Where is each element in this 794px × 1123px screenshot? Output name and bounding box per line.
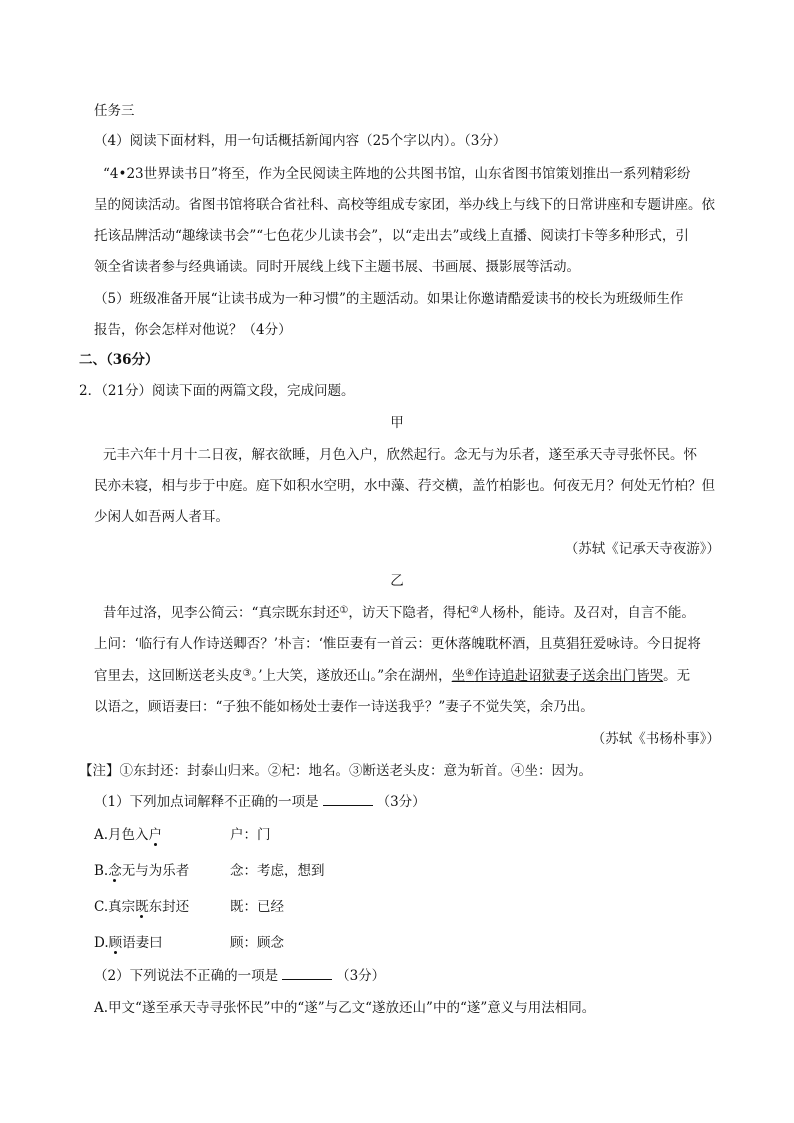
sub-question-2: （2）下列说法不正确的一项是 （3分） bbox=[94, 968, 386, 984]
news-line-3: 托该品牌活动“趣缘读书会”“七色花少儿读书会”，以“走出去”或线上直播、阅读打卡等多种形式，引 bbox=[94, 228, 689, 244]
question-2: 2．（21分）阅读下面的两篇文段，完成问题。 bbox=[79, 383, 355, 399]
yi-source: （苏轼《书杨朴事》） bbox=[591, 731, 720, 747]
jia-line-1: 元丰六年十月十二日夜，解衣欲睡，月色入户，欣然起行。念无与为乐者，遂至承天寺寻张怀民。怀 bbox=[103, 447, 697, 463]
passage-yi-title: 乙 bbox=[390, 573, 404, 589]
question-4: （4）阅读下面材料，用一句话概括新闻内容（25个字以内）。（3分） bbox=[94, 133, 507, 149]
yi-line-2: 上问：‘临行有人作诗送卿否？’朴言：‘惟臣妻有一首云：更休落魄耽杯酒，且莫猖狂爱咏诗。今日捉将 bbox=[94, 636, 701, 652]
dotted-char: 既 bbox=[135, 899, 149, 915]
footnote-mark-1: ① bbox=[339, 605, 349, 616]
answer-blank-2[interactable] bbox=[282, 966, 332, 980]
news-line-4: 领全省读者参与经典诵读。同时开展线上线下主题书展、书画展、摄影展等活动。 bbox=[94, 259, 580, 275]
dotted-char: 念 bbox=[108, 863, 122, 879]
dotted-char: 户 bbox=[148, 827, 163, 843]
option-a[interactable]: A.月色入户 bbox=[94, 827, 163, 843]
footnote-mark-3: ③ bbox=[242, 668, 252, 679]
news-line-1: “4•23世界读书日”将至，作为全民阅读主阵地的公共图书馆，山东省图书馆策划推出一系列精彩纷 bbox=[103, 166, 691, 182]
option-a-explanation: 户：门 bbox=[230, 827, 271, 843]
annotation-note: 【注】①东封还：封泰山归来。②杞：地名。③断送老头皮：意为斩首。④坐：因为。 bbox=[79, 763, 592, 779]
passage-jia-title: 甲 bbox=[390, 415, 404, 431]
option-c[interactable]: C.真宗既东封还 bbox=[94, 899, 190, 915]
question-5-line-2: 报告，你会怎样对他说？（4分） bbox=[94, 322, 292, 338]
underlined-sentence: 坐④作诗追赴诏狱妻子送余出门皆哭 bbox=[451, 668, 664, 684]
yi-line-4: 以语之，顾语妻曰：“子独不能如杨处士妻作一诗送我乎？”妻子不觉失笑，余乃出。 bbox=[94, 699, 594, 715]
option-d[interactable]: D.顾语妻曰 bbox=[94, 935, 163, 951]
jia-line-2: 民亦未寝，相与步于中庭。庭下如积水空明，水中藻、荇交横，盖竹柏影也。何夜无月？何处无竹柏？但 bbox=[94, 478, 715, 494]
part-2-heading: 二、（36分） bbox=[79, 352, 159, 368]
news-line-2: 呈的阅读活动。省图书馆将联合省社科、高校等组成专家团，举办线上与线下的日常讲座和专题讲座。依 bbox=[94, 197, 715, 213]
answer-blank-1[interactable] bbox=[323, 792, 373, 806]
option-b[interactable]: B.念无与为乐者 bbox=[94, 863, 190, 879]
dotted-char: 顾 bbox=[108, 935, 123, 951]
jia-source: （苏轼《记承天寺夜游》） bbox=[564, 541, 720, 557]
footnote-mark-4: ④ bbox=[465, 668, 475, 679]
footnote-mark-2: ② bbox=[469, 605, 479, 616]
yi-line-3: 官里去，这回断送老头皮③。’上大笑，遂放还山。”余在湖州，坐④作诗追赴诏狱妻子送余出门皆哭。无 bbox=[94, 668, 691, 684]
sub-question-1: （1）下列加点词解释不正确的一项是 （3分） bbox=[94, 794, 426, 810]
sub-2-option-a[interactable]: A.甲文“遂至承天寺寻张怀民”中的“遂”与乙文“遂放还山”中的“遂”意义与用法相同。 bbox=[94, 1000, 596, 1016]
yi-line-1: 昔年过洛，见李公简云：“真宗既东封还①，访天下隐者，得杞②人杨朴，能诗。及召对，自言不能。 bbox=[103, 605, 695, 621]
question-5-line-1: （5）班级准备开展“让读书成为一种习惯”的主题活动。如果让你邀请酷爱读书的校长为班级师生作 bbox=[94, 291, 684, 307]
option-d-explanation: 顾：顾念 bbox=[230, 935, 284, 951]
jia-line-3: 少闲人如吾两人者耳。 bbox=[94, 509, 229, 525]
option-c-explanation: 既：已经 bbox=[230, 899, 284, 915]
option-b-explanation: 念：考虑，想到 bbox=[230, 863, 325, 879]
task3-heading: 任务三 bbox=[94, 103, 135, 119]
